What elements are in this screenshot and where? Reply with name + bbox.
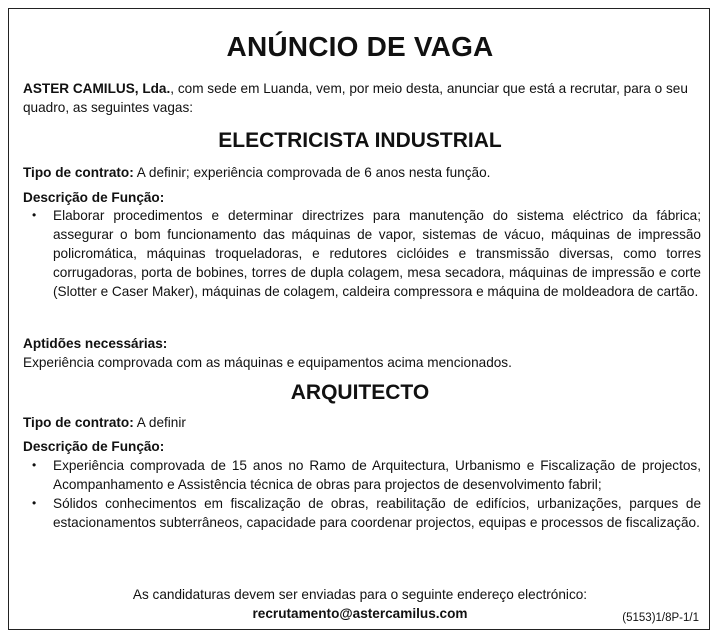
job-advertisement <box>8 8 710 630</box>
intro-paragraph <box>23 79 699 117</box>
vacancy-architect-title: ARQUITECTO <box>290 381 430 404</box>
contract-value: A definir; experiência comprovada de 6 anos nesta função. <box>133 165 491 180</box>
vacancy-architect-desc-label: Descrição de Função: <box>23 439 165 454</box>
list-item: • Experiência comprovada de 15 anos no Ramo de Arquitectura, Urbanismo e Fiscalização de projectos, Acompanhamento e Assistência técnica de obras para projectos de desenvolvimento fabril; <box>32 458 701 492</box>
intro-text: , com sede em Luanda, vem, por meio desta, anunciar que está a recrutar, para o seu quadro, as seguintes vagas: <box>23 81 688 115</box>
company-name: ASTER CAMILUS, Lda. <box>23 81 171 96</box>
bullet-icon: • <box>32 458 37 472</box>
contract-value: A definir <box>133 415 186 430</box>
vacancy-electrician-skills <box>23 334 701 372</box>
vacancy-electrician-contract <box>23 163 701 182</box>
vacancy-electrician-title: ELECTRICISTA INDUSTRIAL <box>218 129 502 152</box>
vacancy-architect-duties <box>23 456 701 532</box>
skills-value: Experiência comprovada com as máquinas e equipamentos acima mencionados. <box>23 355 512 370</box>
contact-email[interactable]: recrutamento@astercamilus.com <box>252 606 468 621</box>
reference-code: (5153)1/8P-1/1 <box>622 612 699 624</box>
list-item: • Sólidos conhecimentos em fiscalização de obras, reabilitação de edifícios, urbanizações, parques de estacionamentos subterrâneos, capacidade para coordenar projectos, equipas e processos de fiscalização. <box>32 496 701 530</box>
vacancy-electrician-desc-label: Descrição de Função: <box>23 190 165 205</box>
vacancy-architect-contract <box>23 413 701 432</box>
skills-label: Aptidões necessárias: <box>23 336 168 351</box>
bullet-icon: • <box>32 208 37 222</box>
vacancy-electrician-duties <box>23 206 701 301</box>
contract-label: Tipo de contrato: <box>23 165 134 180</box>
page-title: ANÚNCIO DE VAGA <box>226 31 494 62</box>
contract-label: Tipo de contrato: <box>23 415 134 430</box>
apply-instructions: As candidaturas devem ser enviadas para o seguinte endereço electrónico: <box>132 587 588 602</box>
bullet-icon: • <box>32 496 37 510</box>
list-item: • Elaborar procedimentos e determinar directrizes para manutenção do sistema eléctrico da fábrica; assegurar o bom funcionamento das máquinas de vapor, sistemas de vácuo, máquinas de impressão policromática, máquinas troqueladoras, e redutores ciclóides e transmissão diversas, como torres corrugadoras, porta de bobines, torres de dupla colagem, mesa secadora, máquinas de impressão e corte (Slotter e Caser Maker), máquinas de colagem, caldeira compressora e máquina de moldeadora de cartão. <box>32 208 701 299</box>
